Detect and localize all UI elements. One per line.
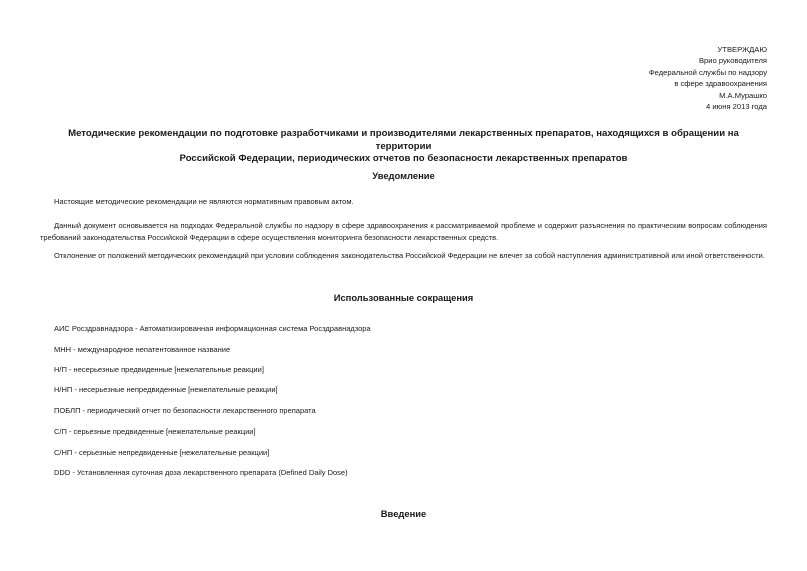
abbreviation-item: АИС Росздравнадзора - Автоматизированная информационная система Росздравнадзора [54,324,371,333]
abbreviation-item: Н/НП - несерьезные непредвиденные [нежелательные реакции] [54,385,278,394]
introduction-heading: Введение [380,508,427,519]
approval-line: Врио руководителя [698,56,767,66]
approval-line: 4 июня 2013 года [705,102,767,112]
abbreviation-item: С/НП - серьезные непредвиденные [нежелательные реакции] [54,448,270,457]
approval-line: в сфере здравоохранения [674,79,767,89]
abbreviation-item: ПОБЛП - периодический отчет по безопасности лекарственного препарата [54,406,316,415]
abbreviation-item: Н/П - несерьезные предвиденные [нежелательные реакции] [54,365,264,374]
approval-block [649,44,767,112]
approval-line: М.А.Мурашко [719,90,767,100]
abbreviation-item: С/П - серьезные предвиденные [нежелательные реакции] [54,427,256,436]
notice-heading: Уведомление [372,170,435,181]
abbreviations-heading: Использованные сокращения [333,292,474,303]
approval-line: Федеральной службы по надзору [648,67,767,77]
notice-paragraph: Отклонение от положений методических рекомендаций при условии соблюдения законодательства Российской Федерации не влечет за собой наступления административной или иной ответственности. [54,251,765,260]
approval-line: УТВЕРЖДАЮ [717,45,767,54]
abbreviation-item: МНН - международное непатентованное название [54,345,231,354]
notice-paragraph: Данный документ основывается на подходах Федеральной службы по надзору в сфере здравоохранения к рассматриваемой проблеме и содержит разъяснения по практическим вопросам соблюдения требований законодательства Российской Федерации в сфере осуществления мониторинга безопасности лекарственных средств. [40,221,767,242]
document-title [40,128,767,166]
document-title-line: Российской Федерации, периодических отчетов по безопасности лекарственных препаратов [179,153,628,164]
notice-paragraph: Настоящие методические рекомендации не являются нормативным правовым актом. [54,197,354,206]
document-title-line: Методические рекомендации по подготовке разработчиками и производителями лекарственных препаратов, находящихся в обращении на территории [68,128,739,152]
abbreviation-item: DDD - Установленная суточная доза лекарственного препарата (Defined Daily Dose) [54,468,348,477]
